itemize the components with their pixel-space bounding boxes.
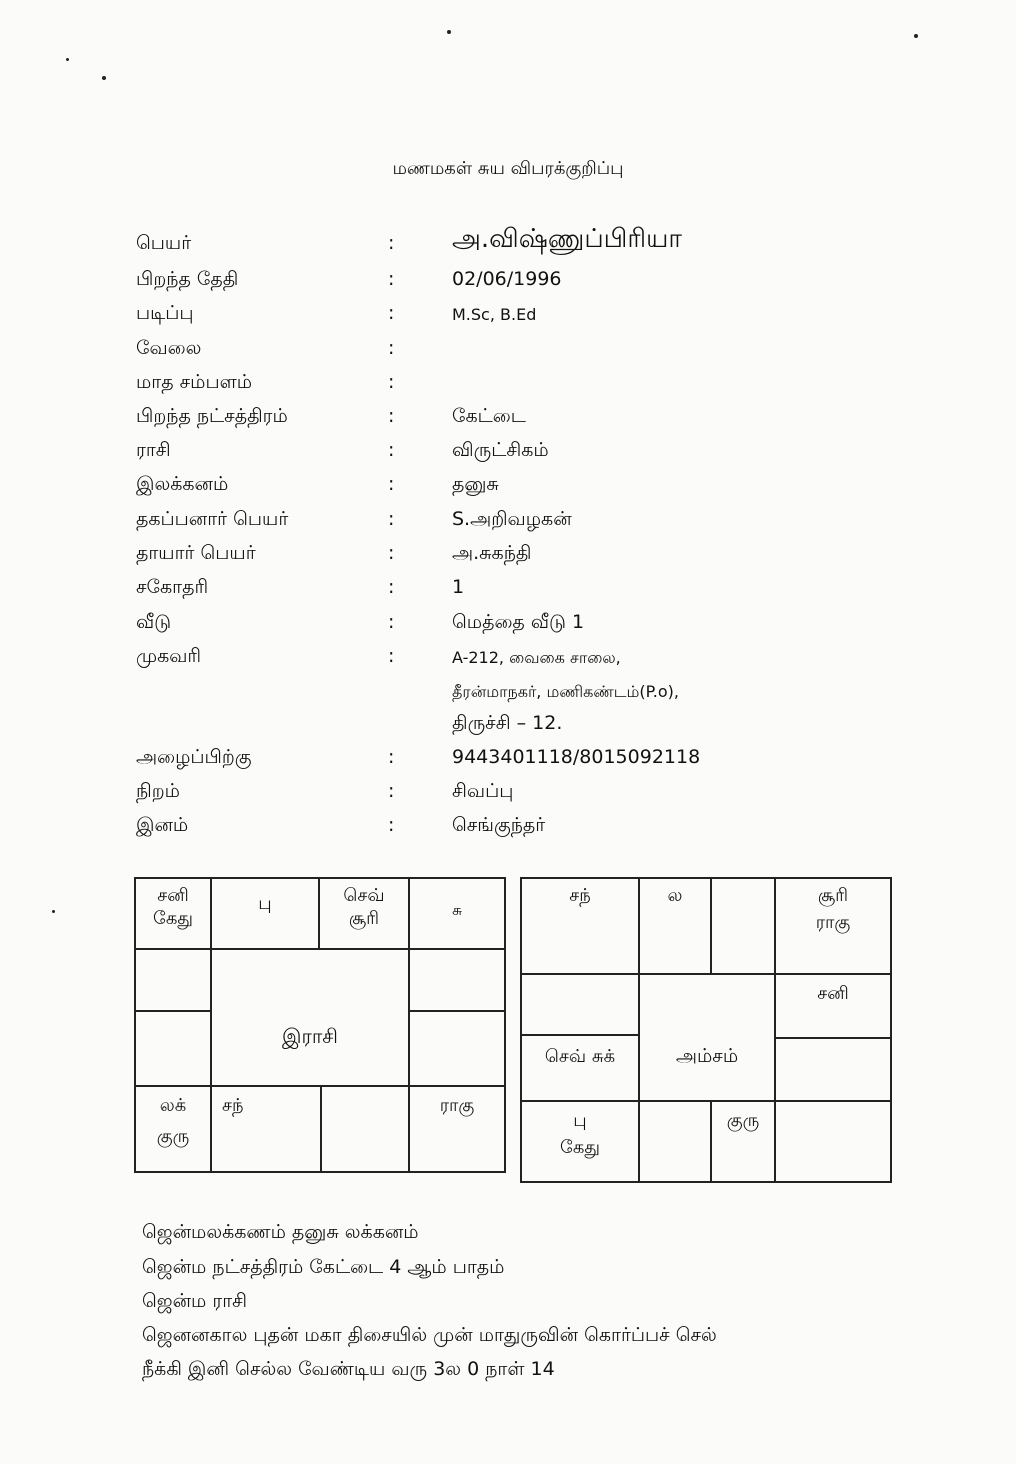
amsam-planet: குரு bbox=[726, 1110, 760, 1131]
scan-speck bbox=[914, 34, 918, 38]
footer-line: நீக்கி இனி செல்ல வேண்டிய வரு 3ல 0 நாள் 14 bbox=[142, 1358, 555, 1380]
amsam-planet: கேது bbox=[560, 1137, 600, 1158]
amsam-center-label: அம்சம் bbox=[675, 1045, 739, 1067]
scan-speck bbox=[447, 30, 451, 34]
field-value: தீரன்மாநகர், மணிகண்டம்(P.o), bbox=[452, 682, 679, 701]
field-colon: : bbox=[388, 746, 395, 768]
amsam-center bbox=[638, 973, 776, 1102]
amsam-house bbox=[520, 1034, 640, 1102]
amsam-planet: சனி bbox=[817, 983, 849, 1004]
amsam-house bbox=[520, 973, 640, 1036]
footer-line: ஜென்ம நட்சத்திரம் கேட்டை 4 ஆம் பாதம் bbox=[142, 1256, 505, 1278]
field-label: சகோதரி bbox=[136, 576, 209, 598]
field-colon: : bbox=[388, 814, 395, 836]
rasi-house bbox=[134, 1085, 212, 1173]
rasi-center-label: இராசி bbox=[282, 1024, 338, 1048]
rasi-house bbox=[210, 1085, 322, 1173]
field-colon: : bbox=[388, 645, 395, 667]
footer-line: ஜென்மலக்கணம் தனுசு லக்கனம் bbox=[142, 1221, 419, 1243]
rasi-planet: ராகு bbox=[439, 1095, 475, 1116]
rasi-house bbox=[408, 877, 506, 950]
page-title: மணமகள் சுய விபரக்குறிப்பு bbox=[392, 158, 624, 179]
rasi-planet: சந் bbox=[222, 1095, 244, 1116]
field-colon: : bbox=[388, 542, 395, 564]
field-colon: : bbox=[388, 371, 395, 393]
field-value: S.அறிவழகன் bbox=[452, 508, 572, 530]
rasi-planet: கேது bbox=[153, 908, 193, 929]
amsam-house bbox=[520, 1100, 640, 1183]
field-colon: : bbox=[388, 302, 395, 324]
amsam-planet: ராகு bbox=[815, 912, 851, 933]
field-colon: : bbox=[388, 780, 395, 802]
amsam-house bbox=[638, 877, 712, 975]
field-label: இனம் bbox=[136, 814, 189, 836]
field-value: செங்குந்தர் bbox=[452, 814, 546, 836]
amsam-planet: சந் bbox=[569, 885, 591, 906]
field-label: பிறந்த நட்சத்திரம் bbox=[136, 405, 288, 427]
field-label: வீடு bbox=[136, 611, 172, 633]
field-label: வேலை bbox=[136, 337, 202, 359]
amsam-planet: பு bbox=[573, 1110, 587, 1131]
field-label: நிறம் bbox=[136, 780, 180, 802]
amsam-house bbox=[774, 973, 892, 1039]
amsam-house bbox=[774, 1037, 892, 1102]
scan-speck bbox=[102, 76, 106, 80]
footer-line: ஜென்ம ராசி bbox=[142, 1290, 248, 1312]
footer-line: ஜெனனகால புதன் மகா திசையில் முன் மாதுருவின் கொர்ப்பச் செல் bbox=[142, 1324, 717, 1346]
field-label: இலக்கனம் bbox=[136, 473, 229, 495]
field-value: கேட்டை bbox=[452, 405, 526, 427]
rasi-planet: குரு bbox=[156, 1126, 190, 1147]
rasi-planet: சனி bbox=[157, 885, 189, 906]
rasi-planet: சூரி bbox=[348, 908, 380, 929]
amsam-house bbox=[520, 877, 640, 975]
rasi-house bbox=[318, 877, 410, 950]
field-label: முகவரி bbox=[136, 645, 202, 667]
amsam-house bbox=[710, 1100, 776, 1183]
field-value: A-212, வைகை சாலை, bbox=[452, 648, 621, 667]
amsam-planet: சூரி bbox=[817, 885, 849, 906]
field-label: தாயார் பெயர் bbox=[136, 542, 256, 564]
field-colon: : bbox=[388, 473, 395, 495]
amsam-house bbox=[774, 877, 892, 975]
rasi-chart bbox=[134, 877, 506, 1173]
rasi-house bbox=[408, 1085, 506, 1173]
field-colon: : bbox=[388, 268, 395, 290]
rasi-house bbox=[408, 1010, 506, 1087]
field-label: ராசி bbox=[136, 439, 171, 461]
field-value: 9443401118/8015092118 bbox=[452, 746, 701, 768]
field-label: பிறந்த தேதி bbox=[136, 268, 239, 290]
amsam-house bbox=[774, 1100, 892, 1183]
field-value: மெத்தை வீடு 1 bbox=[452, 611, 585, 633]
rasi-house bbox=[134, 877, 212, 950]
field-value: சிவப்பு bbox=[452, 780, 514, 802]
field-colon: : bbox=[388, 232, 395, 254]
field-label: பெயர் bbox=[136, 232, 192, 254]
field-colon: : bbox=[388, 337, 395, 359]
field-value: விருட்சிகம் bbox=[452, 439, 549, 461]
amsam-house bbox=[710, 877, 776, 975]
rasi-house bbox=[320, 1085, 410, 1173]
field-colon: : bbox=[388, 611, 395, 633]
scan-speck bbox=[52, 910, 55, 913]
rasi-planet: சு bbox=[452, 901, 462, 919]
rasi-planet: செவ் bbox=[343, 885, 385, 906]
field-label: படிப்பு bbox=[136, 302, 194, 324]
amsam-house bbox=[638, 1100, 712, 1183]
rasi-house bbox=[134, 948, 212, 1012]
rasi-house bbox=[408, 948, 506, 1012]
rasi-house bbox=[134, 1010, 212, 1087]
rasi-planet: லக் bbox=[159, 1095, 187, 1116]
field-colon: : bbox=[388, 508, 395, 530]
rasi-house bbox=[210, 877, 320, 950]
field-value: அ.விஷ்ணுப்பிரியா bbox=[452, 224, 682, 254]
field-label: அழைப்பிற்கு bbox=[136, 746, 252, 768]
rasi-planet: பு bbox=[258, 893, 272, 914]
field-value: அ.சுகந்தி bbox=[452, 542, 532, 564]
field-value: M.Sc, B.Ed bbox=[452, 305, 537, 324]
amsam-chart bbox=[520, 877, 892, 1183]
field-value: 02/06/1996 bbox=[452, 268, 562, 290]
field-colon: : bbox=[388, 439, 395, 461]
field-label: மாத சம்பளம் bbox=[136, 371, 253, 393]
field-label: தகப்பனார் பெயர் bbox=[136, 508, 289, 530]
amsam-planet: செவ் சுக் bbox=[544, 1046, 616, 1067]
amsam-planet: ல bbox=[667, 885, 683, 906]
scan-speck bbox=[66, 58, 69, 61]
field-value: தனுசு bbox=[452, 473, 499, 495]
field-value: 1 bbox=[452, 576, 465, 598]
rasi-center bbox=[210, 948, 410, 1087]
field-colon: : bbox=[388, 405, 395, 427]
field-value: திருச்சி – 12. bbox=[452, 712, 563, 734]
field-colon: : bbox=[388, 576, 395, 598]
